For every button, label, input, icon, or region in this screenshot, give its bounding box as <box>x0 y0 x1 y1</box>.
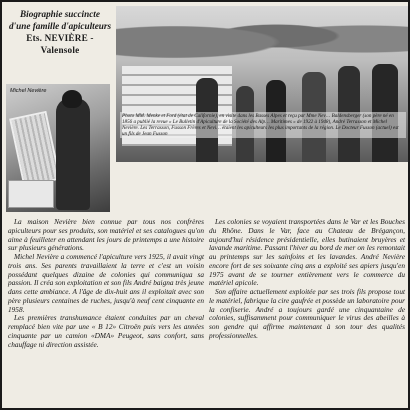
hive-box-image <box>8 180 54 208</box>
title-line-3: Ets. NEVIÈRE - <box>26 33 94 43</box>
paragraph: Les colonies se voyaient transportées dans le Var et les Bouches du Rhône. Dans le Var, face au Chateau de Brégançon, aujourd'hui résidence présidentielle, elles butinaient bruyères et lavande maritime. Passant l'hiver au bord de mer on les remontait au printemps sur les sainfoins et les lavandes. André Nevière encore fort de ses soixante cinq ans a exploité ses apiers jusqu'en 1975 avant de se tourner entièrement vers le commerce du matériel apicole. <box>209 217 405 288</box>
document-page <box>2 2 408 408</box>
hive-frame-image <box>9 111 61 187</box>
title-line-4: Valensole <box>40 45 80 55</box>
body-column-left <box>8 218 204 349</box>
paragraph: Michel Nevière a commencé l'apiculture vers 1925, il avait vingt trois ans. Ses parents travaillaient la terre et c'est un voisin possédant quelques dizaine de colonies qui communiqua sa passion. Il créa son exploitation et son fils André baigna très jeune dans cette ambiance. A l'âge de dix-huit ans il exploitait avec son père plusieurs centaines de ruches, jusqu'à neuf cent cinquante en 1958. <box>8 252 204 314</box>
title-line-2: d'une famille d'apiculteurs <box>8 21 112 31</box>
trees-background <box>116 6 408 66</box>
paragraph: Son affaire actuellement exploitée par ses trois fils propose tout le matériel, fabrique la cire gaufrée et possède un laboratoire pour la confiserie. André a toujours gardé une cinquantaine de colonies, suffisamment pour communiquer le virus des abeilles à son gendre qui affirme maintenant à son tour des qualités professionnelles. <box>209 287 405 340</box>
photo-right-caption: Photo MM. Menke et Ford (état de Californie), en visite dans les Basses Alpes et reçu par Mme Nev… Baldensberger (son père né en 1856 a publié la revue « Le Bulletin d'Apiculture de la Société des Alp… Maritimes » de 1922 à 1948), André Terrasson et Michel Nevière. Les Terrasson, Fusson Frères et Nevi… étaient les apiculteurs les plus importants de la région. Le Docteur Fusson (actuel) est un fils de Jean Fusson <box>120 112 406 138</box>
article-title <box>8 8 112 78</box>
paragraph: Les premières transhumance étaient conduites par un cheval remplacé bien vite par une « B 12» Citroën puis vers les années cinquante par un camion «DMA» Peugeot, sans confort, sans chauffage ni direction assistée. <box>8 313 204 349</box>
title-line-1: Biographie succincte <box>20 9 100 19</box>
photo-group-visit <box>116 6 408 162</box>
person-head <box>62 90 82 108</box>
paragraph: La maison Nevière bien connue par tous nos confrères apiculteurs pour ses produits, son matériel et ses catalogues qu'on aime à feuilleter en attendant les jours de printemps a une histoire sur plusieurs générations. <box>8 217 204 253</box>
photo-left-caption: Michel Nevière <box>10 88 47 94</box>
person-figure <box>56 98 90 210</box>
body-column-right <box>209 218 405 341</box>
photo-michel-neviere <box>6 84 110 212</box>
